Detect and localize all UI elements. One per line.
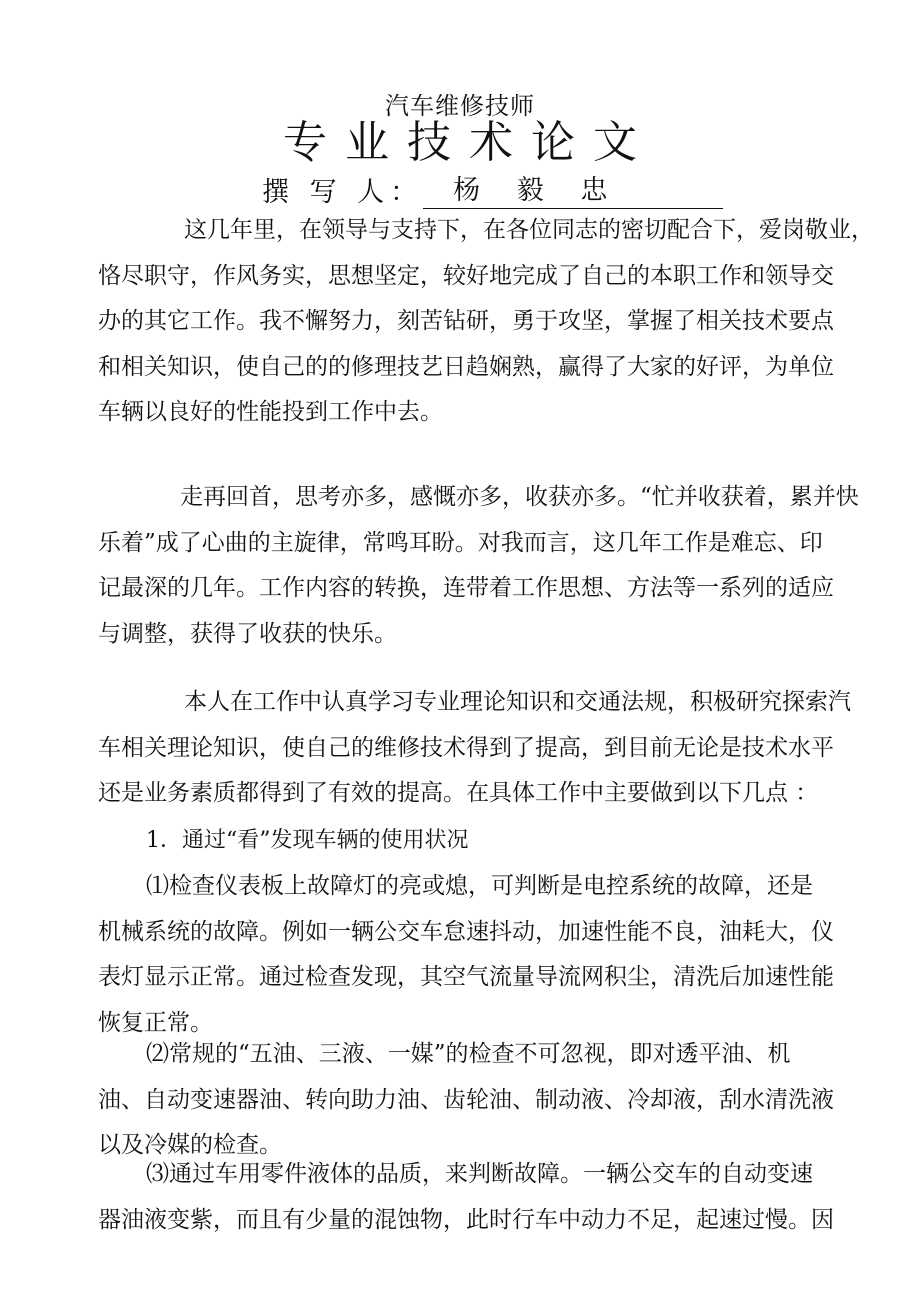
text-line: 器油液变紫，而且有少量的混蚀物，此时行车中动力不足，起速过慢。因 xyxy=(98,1206,834,1233)
item-1 xyxy=(98,864,834,1046)
text-line: 表灯显示正常。通过检查发现，其空气流量导流网积尘，清洗后加速性能 xyxy=(98,964,834,991)
item-3 xyxy=(98,1152,834,1243)
author-name: 杨 毅 忠 xyxy=(423,174,723,209)
item-2 xyxy=(98,1032,834,1169)
paragraph-1 xyxy=(98,208,874,436)
text-line: 车辆以良好的性能投到工作中去。 xyxy=(98,399,443,426)
text-line: 机械系统的故障。例如一辆公交车怠速抖动，加速性能不良，油耗大，仪 xyxy=(98,918,834,945)
paragraph-3 xyxy=(98,680,851,817)
author-line xyxy=(262,170,723,209)
text-line: 以及冷媒的检查。 xyxy=(98,1132,282,1159)
text-line: 这几年里，在领导与支持下，在各位同志的密切配合下，爱岗敬业， xyxy=(184,217,874,243)
section-heading: 1．通过“看”发现车辆的使用状况 xyxy=(146,828,469,853)
text-line: 记最深的几年。工作内容的转换，连带着工作思想、方法等一系列的适应 xyxy=(98,575,834,602)
paragraph-2 xyxy=(98,475,859,657)
text-line: 走再回首，思考亦多，感慨亦多，收获亦多。“忙并收获着，累并快 xyxy=(180,484,859,510)
text-line: 和相关知识，使自己的的修理技艺日趋娴熟，赢得了大家的好评，为单位 xyxy=(98,353,834,380)
text-line: 乐着”成了心曲的主旋律，常鸣耳盼。对我而言，这几年工作是难忘、印 xyxy=(98,529,823,556)
text-line: ⑴检查仪表板上故障灯的亮或熄，可判断是电控系统的故障，还是 xyxy=(146,873,813,899)
author-label: 撰 写 人： xyxy=(262,177,424,208)
text-line: ⑶通过车用零件液体的品质，来判断故障。一辆公交车的自动变速 xyxy=(146,1161,813,1187)
text-line: 还是业务素质都得到了有效的提高。在具体工作中主要做到以下几点 ： xyxy=(98,780,819,807)
text-line: 恢复正常。 xyxy=(98,1009,213,1036)
text-line: 车相关理论知识，使自己的维修技术得到了提高，到目前无论是技术水平 xyxy=(98,734,834,761)
text-line: 与调整，获得了收获的快乐。 xyxy=(98,620,397,647)
text-line: ⑵常规的“五油、三液、一媒”的检查不可忽视，即对透平油、机 xyxy=(146,1041,791,1067)
text-line: 恪尽职守，作风务实，思想坚定，较好地完成了自己的本职工作和领导交 xyxy=(98,262,834,289)
text-line: 油、自动变速器油、转向助力油、齿轮油、制动液、冷却液，刮水清洗液 xyxy=(98,1086,834,1113)
document-subtitle: 汽车维修技师 xyxy=(385,92,535,120)
text-line: 办的其它工作。我不懈努力，刻苦钻研，勇于攻坚，掌握了相关技术要点 xyxy=(98,308,834,335)
text-line: 本人在工作中认真学习专业理论知识和交通法规，积极研究探索汽 xyxy=(184,689,851,715)
document-title: 专业技术论文 xyxy=(283,117,655,168)
